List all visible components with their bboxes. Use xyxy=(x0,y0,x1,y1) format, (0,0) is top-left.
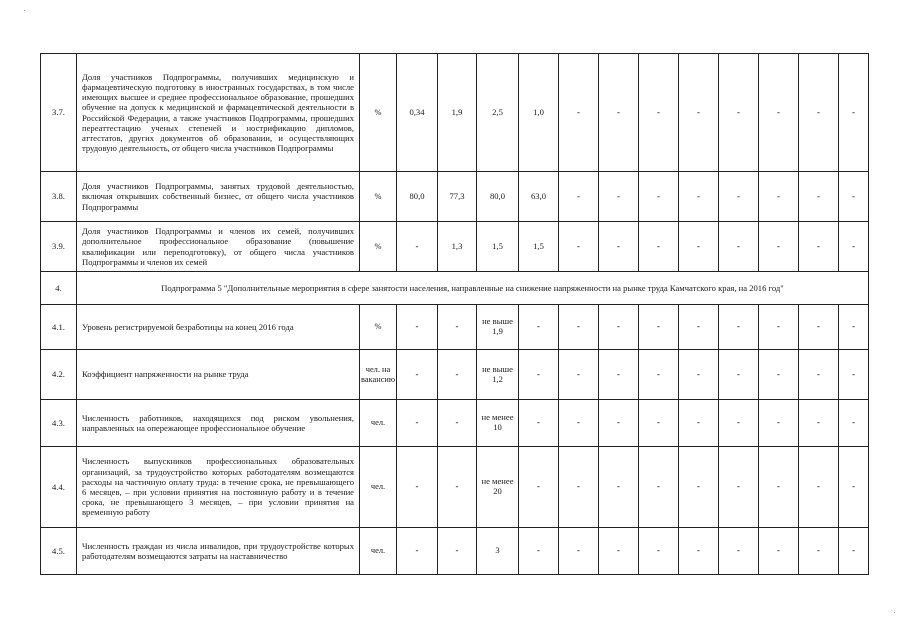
value-cell: - xyxy=(799,172,839,222)
value-cell: - xyxy=(519,400,559,447)
value-cell: - xyxy=(799,447,839,528)
value-cell: - xyxy=(839,54,869,172)
table-row xyxy=(41,350,869,400)
row-number: 4.5. xyxy=(41,528,77,575)
value-cell: - xyxy=(759,350,799,400)
value-cell: - xyxy=(559,528,599,575)
value-cell: - xyxy=(719,172,759,222)
value-cell: - xyxy=(397,447,438,528)
row-number: 4.3. xyxy=(41,400,77,447)
value-cell: - xyxy=(799,54,839,172)
value-cell: не выше 1,2 xyxy=(477,350,519,400)
value-cell: - xyxy=(599,528,639,575)
value-cell: - xyxy=(759,447,799,528)
row-number: 4.1. xyxy=(41,305,77,350)
table-row xyxy=(41,222,869,272)
value-cell: - xyxy=(397,305,438,350)
value-cell: 77,3 xyxy=(438,172,477,222)
value-cell: - xyxy=(759,400,799,447)
value-cell: - xyxy=(559,222,599,272)
value-cell: - xyxy=(519,528,559,575)
value-cell: - xyxy=(679,528,719,575)
unit-cell: % xyxy=(360,54,397,172)
value-cell: - xyxy=(719,400,759,447)
value-cell: 0,34 xyxy=(397,54,438,172)
value-cell: - xyxy=(438,305,477,350)
indicator-description: Доля участников Подпрограммы, занятых трудовой деятельностью, включая открывших собственный бизнес, от общего числа участников Подпрограммы xyxy=(77,172,360,222)
value-cell: - xyxy=(719,54,759,172)
value-cell: - xyxy=(839,447,869,528)
row-number: 3.9. xyxy=(41,222,77,272)
value-cell: - xyxy=(599,222,639,272)
value-cell: - xyxy=(719,528,759,575)
value-cell: - xyxy=(559,350,599,400)
value-cell: - xyxy=(559,400,599,447)
value-cell: не менее 10 xyxy=(477,400,519,447)
row-number: 3.8. xyxy=(41,172,77,222)
value-cell: - xyxy=(639,447,679,528)
table-row xyxy=(41,305,869,350)
value-cell: 1,5 xyxy=(519,222,559,272)
row-number: 4.2. xyxy=(41,350,77,400)
value-cell: - xyxy=(397,528,438,575)
indicator-description: Уровень регистрируемой безработицы на конец 2016 года xyxy=(77,305,360,350)
value-cell: - xyxy=(719,305,759,350)
value-cell: - xyxy=(397,400,438,447)
value-cell: - xyxy=(759,222,799,272)
value-cell: - xyxy=(679,54,719,172)
value-cell: не менее 20 xyxy=(477,447,519,528)
value-cell: - xyxy=(799,528,839,575)
value-cell: - xyxy=(679,172,719,222)
unit-cell: % xyxy=(360,222,397,272)
value-cell: - xyxy=(759,172,799,222)
table-body xyxy=(41,54,869,575)
value-cell: 80,0 xyxy=(397,172,438,222)
value-cell: - xyxy=(639,54,679,172)
value-cell: 63,0 xyxy=(519,172,559,222)
value-cell: 1,0 xyxy=(519,54,559,172)
value-cell: - xyxy=(639,172,679,222)
scan-speck xyxy=(24,10,25,11)
unit-cell: чел. xyxy=(360,447,397,528)
value-cell: - xyxy=(599,172,639,222)
indicator-description: Доля участников Подпрограммы и членов их семей, получивших дополнительное профессиональное образование (повышение квалификации или переподготовку), от общего числа участников Подпрограммы и членов их семей xyxy=(77,222,360,272)
value-cell: - xyxy=(639,528,679,575)
unit-cell: % xyxy=(360,305,397,350)
value-cell: - xyxy=(519,305,559,350)
value-cell: - xyxy=(839,350,869,400)
indicator-description: Доля участников Подпрограммы, получивших медицинскую и фармацевтическую подготовку в иностранных государствах, в том числе имеющих высшее и среднее профессиональное образование, прошедших обучение на допуск к медицинской и фармацевтической деятельности в Российской Федерации, а также участников Подпрограммы, прошедших переаттестацию ученых степеней и нострификацию дипломов, аттестатов, других документов об образовании, и осуществляющих трудовую деятельность, от общего числа участников Подпрограммы xyxy=(77,54,360,172)
row-number: 4. xyxy=(41,272,77,305)
value-cell: 1,9 xyxy=(438,54,477,172)
value-cell: - xyxy=(639,305,679,350)
value-cell: - xyxy=(839,400,869,447)
value-cell: - xyxy=(397,222,438,272)
unit-cell: % xyxy=(360,172,397,222)
value-cell: - xyxy=(599,305,639,350)
row-number: 4.4. xyxy=(41,447,77,528)
indicator-description: Численность выпускников профессиональных образовательных организаций, за трудоустройство которых работодателям возмещаются расходы на частичную оплату труда: в течение срока, не превышающего 6 месяцев, – при условии принятия на постоянную работу и в течение срока, не превышающего 3 месяцев, – при условии принятия на временную работу xyxy=(77,447,360,528)
value-cell: - xyxy=(599,350,639,400)
value-cell: - xyxy=(719,350,759,400)
value-cell: - xyxy=(759,305,799,350)
value-cell: - xyxy=(799,222,839,272)
value-cell: - xyxy=(679,400,719,447)
table-row xyxy=(41,447,869,528)
row-number: 3.7. xyxy=(41,54,77,172)
indicator-description: Численность работников, находящихся под риском увольнения, направленных на опережающее профессиональное обучение xyxy=(77,400,360,447)
value-cell: - xyxy=(599,400,639,447)
unit-cell: чел. на вакансию xyxy=(360,350,397,400)
value-cell: - xyxy=(639,400,679,447)
value-cell: - xyxy=(559,172,599,222)
value-cell: 80,0 xyxy=(477,172,519,222)
table-row xyxy=(41,272,869,305)
value-cell: - xyxy=(799,350,839,400)
value-cell: - xyxy=(839,222,869,272)
value-cell: - xyxy=(759,54,799,172)
table-row xyxy=(41,54,869,172)
value-cell: - xyxy=(438,400,477,447)
value-cell: - xyxy=(438,528,477,575)
value-cell: - xyxy=(438,350,477,400)
table-row xyxy=(41,528,869,575)
value-cell: - xyxy=(599,54,639,172)
value-cell: - xyxy=(799,305,839,350)
value-cell: - xyxy=(559,447,599,528)
indicator-description: Численность граждан из числа инвалидов, при трудоустройстве которых работодателям возмещаются затраты на наставничество xyxy=(77,528,360,575)
value-cell: 1,5 xyxy=(477,222,519,272)
value-cell: - xyxy=(519,350,559,400)
subprogram-heading: Подпрограмма 5 "Дополнительные мероприятия в сфере занятости населения, направленные на снижение напряженности на рынке труда Камчатского края, на 2016 год" xyxy=(77,272,869,305)
value-cell: - xyxy=(679,222,719,272)
value-cell: 2,5 xyxy=(477,54,519,172)
value-cell: - xyxy=(438,447,477,528)
value-cell: - xyxy=(719,447,759,528)
value-cell: не выше 1,9 xyxy=(477,305,519,350)
indicator-description: Коэффициент напряженности на рынке труда xyxy=(77,350,360,400)
value-cell: - xyxy=(759,528,799,575)
value-cell: - xyxy=(519,447,559,528)
value-cell: - xyxy=(679,350,719,400)
value-cell: - xyxy=(839,172,869,222)
value-cell: - xyxy=(719,222,759,272)
value-cell: - xyxy=(397,350,438,400)
unit-cell: чел. xyxy=(360,528,397,575)
unit-cell: чел. xyxy=(360,400,397,447)
value-cell: - xyxy=(599,447,639,528)
value-cell: - xyxy=(639,222,679,272)
indicators-table xyxy=(40,53,869,575)
value-cell: 1,3 xyxy=(438,222,477,272)
scan-speck xyxy=(894,612,895,613)
value-cell: - xyxy=(799,400,839,447)
value-cell: - xyxy=(839,528,869,575)
value-cell: 3 xyxy=(477,528,519,575)
value-cell: - xyxy=(679,447,719,528)
value-cell: - xyxy=(679,305,719,350)
value-cell: - xyxy=(559,305,599,350)
table-row xyxy=(41,400,869,447)
value-cell: - xyxy=(639,350,679,400)
value-cell: - xyxy=(839,305,869,350)
value-cell: - xyxy=(559,54,599,172)
table-row xyxy=(41,172,869,222)
